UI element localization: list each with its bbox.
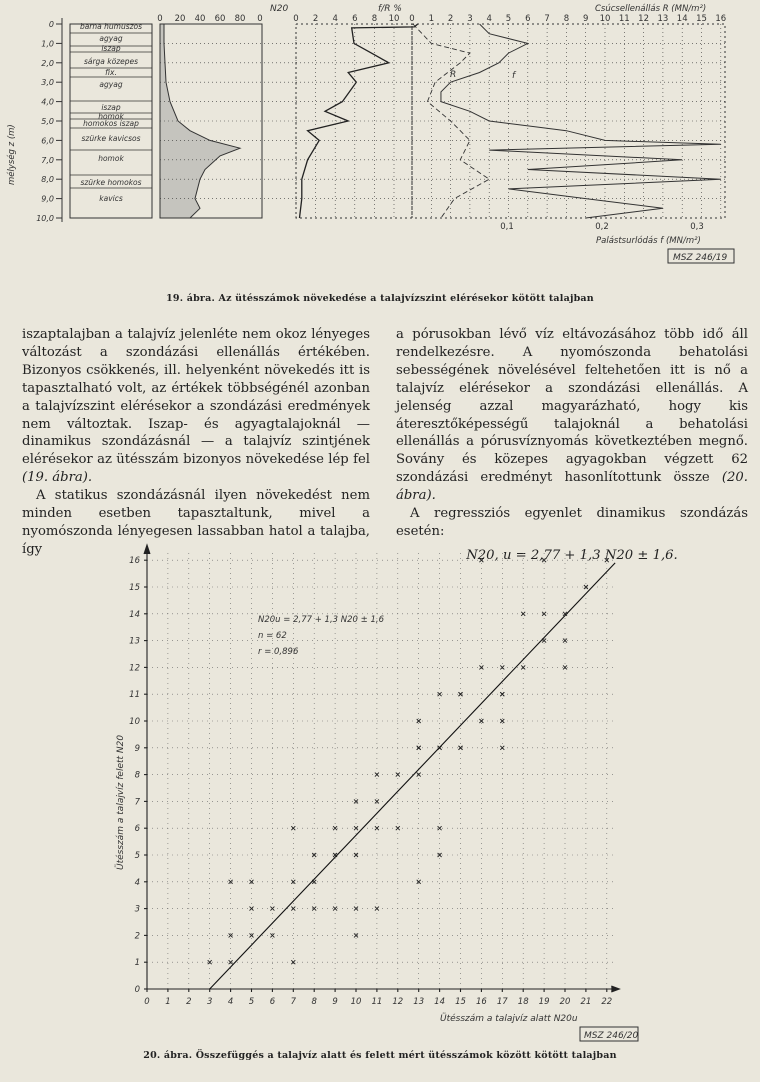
fig19-layer-label: agyag <box>99 34 123 43</box>
fig20-xtick-label: 8 <box>311 997 317 1007</box>
fig20-point <box>459 692 463 696</box>
fig20-xtick-label: 0 <box>144 997 150 1007</box>
fig20-ylabel-wrap <box>108 700 148 900</box>
fig19-layer-label: homok <box>98 154 124 163</box>
fig20-point <box>291 826 295 830</box>
fig20-point <box>438 692 442 696</box>
fig19-n20-tick: 0 <box>157 14 163 24</box>
fig20-xtick-label: 14 <box>434 997 446 1007</box>
fig19-fr-tick: 10 <box>388 14 400 24</box>
fig19-layer-label: szürke kavicsos <box>81 134 141 143</box>
left-paragraph-2: A statikus szondázásnál ilyen növekedést nem minden esetben tapasztaltunk, mivel a nyomószonda lényegesen lassabban hatol a talajba, így <box>22 488 370 557</box>
fig19-layer-label: kavics <box>99 194 123 203</box>
fig19-depth-tick: 4,0 <box>41 97 54 107</box>
fig20-ytick-label: 5 <box>134 851 140 861</box>
fig20-xtick-label: 3 <box>206 997 213 1007</box>
fig19-r-tick: 11 <box>618 14 630 24</box>
fig20-point <box>563 639 567 643</box>
fig19-f-tick: 0,3 <box>690 222 704 232</box>
fig20-xtick-label: 13 <box>413 997 425 1007</box>
fig20-point <box>375 826 379 830</box>
fig19-r-tick: 15 <box>696 14 707 24</box>
fig19-fr-tick: 0 <box>293 14 299 24</box>
right-paragraph-1: a pórusokban lévő víz eltávozásához több idő áll rendelkezésre. A nyomószonda behatolási sebességének növelésével feltehetően itt is nő a talajvíz elérésekor a szondázási ellenállás. A jelenség azzal magyarázható, hogy kis áteresztőképességű talajoknál a behatolási ellenállás a pórusvíznyomás következtében megnő. Sovány és közepes agyagokban végzett 62 szondázási eredményt hasonlítottunk össze (20. ábra). <box>396 327 748 504</box>
fig20-ytick-label: 4 <box>134 877 140 888</box>
fig20-annotation: N20u = 2,77 + 1,3 N20 ± 1,6 <box>258 615 384 625</box>
fig20-standard: MSZ 246/20 <box>584 1031 639 1041</box>
fig19-depth-axis-label: mélység z (m) <box>7 124 17 185</box>
fig19-depth-tick: 5,0 <box>41 117 54 126</box>
fig19-layer-label: sárga közepes <box>83 57 139 66</box>
fig19-r-tick: 5 <box>505 14 512 24</box>
fig20-ytick-label: 7 <box>134 797 140 808</box>
left-paragraph-1: iszaptalajban a talajvíz jelenléte nem okoz lényeges változást a szondázási ellenállás értékében. Bizonyos csökkenés, ill. helyenként növekedés itt is tapasztalható volt, az értékek többségénél azonban a talajvízszint elérésekor a szondázási eredmények nem változtak. Iszap- és agyagtalajoknál — dinamikus szondázásnál — a talajvíz szintjének elérésekor az ütésszám bizonyos növekedése lép fel (19. ábra). <box>22 327 370 486</box>
fig20-point <box>396 826 400 830</box>
fig20-ytick-label: 11 <box>129 690 140 701</box>
fig19-depth-tick: 3,0 <box>41 78 54 88</box>
fig19-r-tick: 9 <box>582 14 589 24</box>
fig19-layer-label: homok <box>98 112 124 121</box>
fig20-xlabel: Ütésszám a talajvíz alatt N20u <box>440 1014 578 1024</box>
fig19-layer-label: homokos iszap <box>83 119 139 128</box>
fig20-ytick-label: 16 <box>129 556 140 567</box>
fig20-xtick-label: 1 <box>165 997 171 1007</box>
fig20-annotation: r = 0,896 <box>258 647 299 657</box>
fig19-depth-tick: 0 <box>48 20 54 29</box>
fig20-x-arrow <box>611 986 619 992</box>
fig20-xtick-label: 2 <box>186 997 192 1007</box>
fig19-curve-label-f: f <box>512 71 516 81</box>
fig19-r-tick: 0 <box>409 14 415 24</box>
fig20-ytick-label: 8 <box>134 770 140 781</box>
fig19-layer-label: barna humuszos <box>79 22 143 31</box>
fig19-n20-tick: 40 <box>194 14 206 24</box>
fig20-xtick-label: 19 <box>538 997 550 1007</box>
fig19-fr-panel <box>296 24 412 218</box>
fig19-r-tick: 14 <box>676 14 688 24</box>
fig20-ytick-label: 9 <box>134 743 140 754</box>
fig19-fr-tick: 6 <box>352 14 358 24</box>
fig20-point <box>375 907 379 911</box>
fig19-layer-label: iszap <box>101 44 121 53</box>
fig20-xtick-label: 17 <box>496 997 508 1007</box>
fig20-xtick-label: 9 <box>332 997 338 1007</box>
fig20-xtick-label: 15 <box>455 997 466 1007</box>
regression-equation: N20, u = 2,77 + 1,3 N20 ± 1,6. <box>466 547 678 563</box>
fig19-fr-tick: 8 <box>371 14 378 24</box>
fig19-r-tick: 4 <box>486 14 492 24</box>
fig20-ytick-label: 1 <box>134 958 140 969</box>
fig19-layer-label: szürke homokos <box>80 178 142 187</box>
fig19-r-tick: 3 <box>467 14 473 24</box>
fig19-curve-label-r: R <box>450 70 457 80</box>
fig19-depth-tick: 7,0 <box>41 155 54 165</box>
fig20-ytick-label: 3 <box>134 904 140 915</box>
fig20-ytick-label: 15 <box>129 583 140 593</box>
fig19-r-tick: 13 <box>657 14 669 24</box>
fig19-r-label: Csúcsellenállás R (MN/m²) <box>595 4 707 14</box>
fig20-xtick-label: 6 <box>269 997 276 1007</box>
fig19-r-tick: 6 <box>525 14 531 24</box>
fig20-regression-line <box>210 563 615 989</box>
fig19-depth-tick: 1,0 <box>41 39 54 49</box>
fig19-r-tick: 8 <box>563 14 570 24</box>
fig20-ytick-label: 14 <box>129 609 140 620</box>
fig19-n20-label: N20 <box>270 4 289 14</box>
fig19-layer-label: iszap <box>101 103 121 112</box>
fig20-ytick-label: 13 <box>129 636 140 647</box>
fig19-r-tick: 16 <box>715 14 727 24</box>
fig20-point <box>500 746 504 750</box>
fig20-point <box>500 719 504 723</box>
fig19-f-tick: 0,1 <box>500 222 514 232</box>
fig19-layer-label: fix. <box>105 68 117 77</box>
fig20-xtick-label: 7 <box>290 997 297 1007</box>
fig20-point <box>333 907 337 911</box>
fig20-point <box>270 907 274 911</box>
fig20-ytick-label: 0 <box>134 985 140 995</box>
fig19-f-tick: 0,2 <box>595 222 609 232</box>
fig19-fr-tick: 2 <box>312 14 319 24</box>
fig20-point <box>375 799 379 803</box>
fig20-xtick-label: 12 <box>392 997 404 1007</box>
right-column <box>396 326 748 565</box>
right-paragraph-2: A regressziós egyenlet dinamikus szondázás esetén: <box>396 506 748 539</box>
fig19-r-tick: 1 <box>428 14 435 24</box>
fig20-xtick-label: 10 <box>350 997 362 1007</box>
fig19-depth-tick: 6,0 <box>41 136 54 146</box>
fig19-r-tick: 12 <box>638 14 650 24</box>
figure-20-caption: 20. ábra. Összefüggés a talajvíz alatt és felett mért ütésszámok között kötött talajban <box>143 1050 617 1061</box>
fig19-fr-tick: 4 <box>332 14 338 24</box>
fig19-f-label: Palástsurlódás f (MN/m²) <box>596 236 701 246</box>
fig20-point <box>500 692 504 696</box>
fig20-ytick-label: 12 <box>129 663 140 674</box>
fig20-point <box>333 826 337 830</box>
fig19-n20-tick: 0 <box>257 14 263 24</box>
fig20-xtick-label: 20 <box>559 997 571 1007</box>
fig19-depth-tick: 8,0 <box>41 175 54 185</box>
fig20-ytick-label: 10 <box>129 717 140 727</box>
fig20-xtick-label: 18 <box>517 997 529 1007</box>
fig19-n20-tick: 20 <box>174 14 186 24</box>
fig19-r-tick: 7 <box>544 14 550 24</box>
fig20-xtick-label: 11 <box>371 997 383 1007</box>
fig20-y-arrow <box>144 545 150 554</box>
figure-19-caption: 19. ábra. Az ütésszámok növekedése a talajvízszint elérésekor kötött talajban <box>166 293 594 304</box>
figure-19 <box>0 0 760 280</box>
fig19-n20-tick: 80 <box>234 14 246 24</box>
fig19-fr-label: f/R % <box>378 4 402 14</box>
fig20-xtick-label: 5 <box>248 997 255 1007</box>
fig20-point <box>438 826 442 830</box>
fig19-depth-tick: 10,0 <box>36 214 54 223</box>
fig20-point <box>521 612 525 616</box>
fig20-xtick-label: 16 <box>475 997 487 1007</box>
fig19-n20-tick: 60 <box>214 14 226 24</box>
fig19-depth-tick: 2,0 <box>41 58 54 68</box>
left-column <box>22 326 370 559</box>
fig20-xtick-label: 21 <box>580 997 592 1007</box>
fig19-r-tick: 2 <box>447 14 454 24</box>
fig20-xtick-label: 4 <box>227 997 234 1007</box>
fig19-layer-label: agyag <box>99 80 123 89</box>
fig20-ylabel-text: Ütésszám a talajvíz felett N20 <box>116 734 126 870</box>
fig19-standard: MSZ 246/19 <box>673 253 728 263</box>
fig20-point <box>291 907 295 911</box>
fig20-point <box>459 746 463 750</box>
fig20-ytick-label: 2 <box>134 931 140 942</box>
fig19-r-tick: 10 <box>599 14 611 24</box>
fig20-ytick-label: 6 <box>134 824 140 835</box>
fig19-depth-tick: 9,0 <box>41 194 54 204</box>
fig20-xtick-label: 22 <box>601 997 613 1007</box>
fig20-annotation: n = 62 <box>258 631 287 641</box>
